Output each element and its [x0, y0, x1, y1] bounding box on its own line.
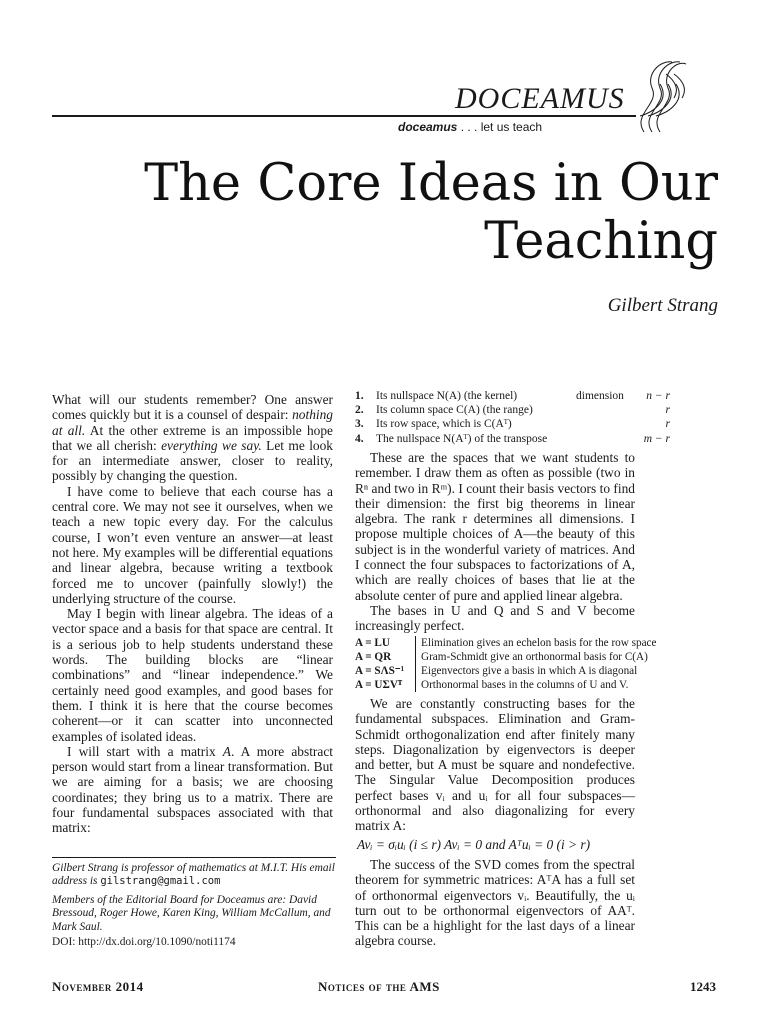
subspace-item	[355, 389, 670, 403]
divider	[415, 636, 416, 650]
item-number: 1.	[355, 390, 364, 402]
title-line-2: Teaching	[484, 212, 718, 271]
author-name: Gilbert Strang	[607, 295, 718, 316]
factorization-row	[355, 636, 675, 650]
column-name: DOCEAMUS	[455, 82, 625, 115]
factorization-description: Elimination gives an echelon basis for the row space	[421, 637, 657, 649]
text-run: . A more abstract person would start from a linear transformation. But we are aiming for a basis; we are choosing coordinates; they bring us to a matrix. There are four fundamental subspaces associated with that matrix:	[52, 743, 333, 836]
emphasis: everything we say.	[161, 437, 262, 453]
item-number: 3.	[355, 418, 364, 431]
factorization: A = UΣVᵀ	[355, 679, 403, 691]
factorization: A = QR	[355, 651, 392, 663]
right-column-final	[355, 857, 635, 949]
paragraph	[52, 744, 333, 836]
factorization-row	[355, 664, 675, 678]
footer-date: November 2014	[52, 979, 144, 994]
footnote-text: Members of the Editorial Board for Doceamus are: David Bressoud, Roger Howe, Karen King, William McCallum, and Mark Saul.	[52, 894, 331, 933]
article-title	[100, 155, 718, 271]
item-dimension: r	[665, 418, 670, 431]
author-footnote	[52, 862, 337, 889]
item-dimension: m − r	[643, 432, 670, 445]
item-text: Its column space C(A) (the range)	[376, 404, 533, 417]
divider	[415, 678, 416, 692]
divider	[415, 650, 416, 664]
item-dimension: r	[665, 404, 670, 417]
item-dimension-label: dimension	[576, 390, 624, 402]
footnote-text: Gilbert Strang is professor of mathematics at M.I.T. His email address is	[52, 862, 335, 888]
emphasis: A	[222, 743, 231, 759]
right-column-continued	[355, 696, 635, 834]
text-run: At the other extreme is an impossible hope that we all cherish:	[52, 422, 333, 453]
doi-line: DOI: http://dx.doi.org/10.1090/noti1174	[52, 936, 236, 948]
factorization-description: Orthonormal bases in the columns of U and V.	[421, 679, 629, 691]
factorization: A = SΛS⁻¹	[355, 665, 405, 677]
paragraph: The success of the SVD comes from the spectral theorem for symmetric matrices: AᵀA has a full set of orthonormal eigenvectors vᵢ. Beautifully, the uᵢ turn out to be orthonormal eigenvectors of AAᵀ. This can be a highlight for the last days of a linear algebra course.	[355, 857, 635, 949]
paragraph: The bases in U and Q and S and V become increasingly perfect.	[355, 602, 635, 634]
title-line-1: The Core Ideas in Our	[144, 154, 718, 213]
factorization-row	[355, 650, 675, 664]
item-text: Its nullspace N(A) (the kernel)	[376, 390, 518, 402]
paragraph	[52, 392, 333, 484]
subspace-item	[355, 403, 670, 417]
text-run: What will our students remember? One answer comes quickly but it is a counsel of despair:	[52, 392, 333, 423]
subspace-list	[355, 389, 670, 446]
text-run: I will start with a matrix	[67, 743, 223, 759]
tagline	[398, 120, 542, 134]
tagline-bold: doceamus	[398, 120, 458, 134]
text-run: Let me look for an intermediate answer, closer to reality, possibly by changing the question.	[52, 437, 333, 484]
email-address: gilstrang@gmail.com	[100, 875, 221, 888]
emphasis: nothing at all.	[52, 407, 333, 438]
factorization-description: Eigenvectors give a basis in which A is diagonal	[421, 665, 638, 677]
tagline-rest: . . . let us teach	[457, 120, 543, 134]
item-dimension: n − r	[646, 390, 670, 402]
footer-journal: Notices of the AMS	[318, 979, 440, 994]
paragraph: These are the spaces that we want students to remember. I draw them as often as possible (two in Rⁿ and two in Rᵐ). I count their basis vectors to find their dimension: the first big theorems in linear algebra. The rank r determines all dimensions. I propose multiple choices of A—the beauty of this subject is in the wonderful variety of matrices. And I connect the four subspaces to factorizations of A, which are really choices of bases that lie at the absolute center of pure and applied linear algebra.	[355, 450, 635, 603]
right-column	[355, 450, 635, 634]
factorization: A = LU	[355, 637, 390, 649]
subspace-item	[355, 417, 670, 431]
item-text: The nullspace N(Aᵀ) of the transpose	[376, 432, 548, 445]
svd-formula: Avᵢ = σᵢuᵢ (i ≤ r) Avᵢ = 0 and Aᵀuᵢ = 0 (i > r)	[357, 837, 591, 852]
factorization-description: Gram-Schmidt give an orthonormal basis for C(A)	[421, 651, 648, 663]
subspace-item	[355, 432, 670, 446]
item-number: 2.	[355, 404, 364, 417]
paragraph: May I begin with linear algebra. The ideas of a vector space and a basis for that space are central. It is a serious job to help students understand these words. The building blocks are “linear combinations” and “linear independence.” We certainly need good examples, and good bases for them. I think it is here that the course becomes coherent—or it can scatter into unconnected examples of isolated ideas.	[52, 606, 333, 744]
factorization-table	[355, 636, 675, 692]
page-number: 1243	[690, 979, 716, 994]
doceamus-swirl-icon	[630, 54, 690, 136]
item-text: Its row space, which is C(Aᵀ)	[376, 418, 512, 431]
item-number: 4.	[355, 432, 364, 445]
divider	[415, 664, 416, 678]
board-footnote	[52, 894, 337, 934]
footnote-rule	[52, 857, 336, 858]
factorization-row	[355, 678, 675, 692]
left-column	[52, 392, 333, 836]
paragraph: We are constantly constructing bases for the fundamental subspaces. Elimination and Gram-Schmidt orthogonalization end after finitely many steps. Diagonalization by eigenvectors is deeper and better, but A must be square and nondefective. The Singular Value Decomposition produces perfect bases vᵢ and uᵢ for all four subspaces—orthonormal and also diagonalizing for every matrix A:	[355, 696, 635, 834]
paragraph: I have come to believe that each course has a central core. We may not see it ourselves, when we teach a new topic every day. For the calculus course, I won’t even venture an answer—at least not here. My examples will be differential equations and linear algebra, because writing a textbook forced me to uncover (painfully slowly!) the underlying structure of the course.	[52, 483, 333, 606]
